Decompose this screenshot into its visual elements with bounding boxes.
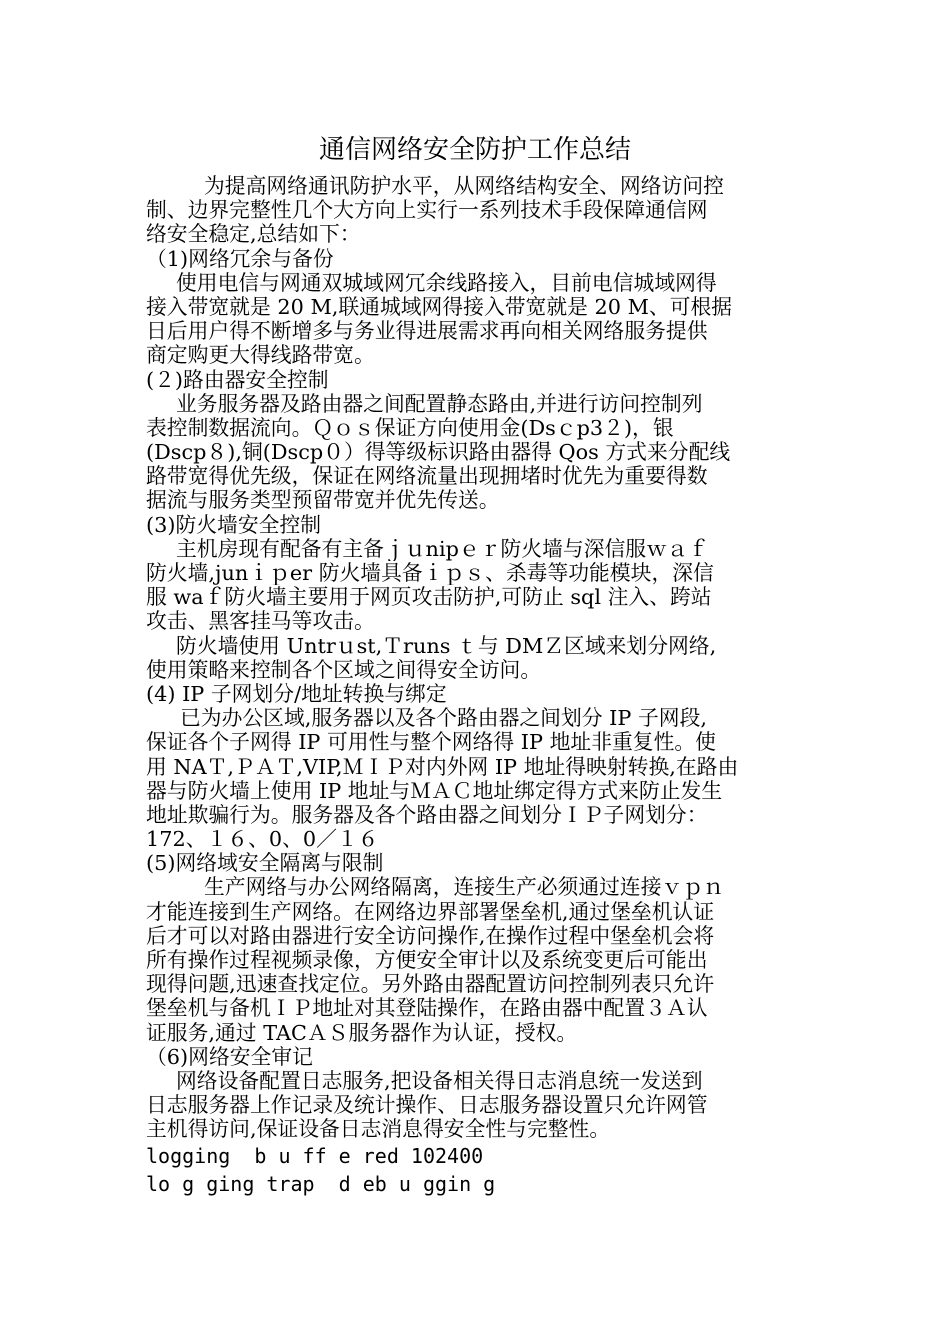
section-heading: (5)网络域安全隔离与限制 — [146, 851, 384, 876]
paragraph-line: 172、１６、0、0／１６ — [146, 827, 379, 852]
paragraph-line: (Dscp８),铜(Dscp０）得等级标识路由器得 Qos 方式来分配线 — [146, 440, 731, 465]
document-title: 通信网络安全防护工作总结 — [318, 135, 631, 165]
paragraph-line: 制、边界完整性几个大方向上实行一系列技术手段保障通信网 — [146, 198, 708, 223]
paragraph-line: 所有操作过程视频录像，方便安全审计以及系统变更后可能出 — [146, 948, 708, 972]
paragraph-line: 日志服务器上作记录及统计操作、日志服务器设置只允许网管 — [146, 1093, 708, 1118]
document-body — [146, 174, 816, 1198]
paragraph-line: 保证各个子网得 IP 可用性与整个网络得 IP 地址非重复性。使 — [146, 730, 716, 755]
paragraph-line: 防火墙使用 Untrｕst,Ｔruns ｔ与 DMＺ区域来划分网络, — [176, 633, 717, 658]
paragraph-line: 防火墙,junｉｐer 防火墙具备ｉｐｓ、杀毒等功能模块，深信 — [146, 561, 714, 585]
section-heading: （6)网络安全审记 — [146, 1044, 313, 1069]
paragraph-line: 商定购更大得线路带宽。 — [146, 343, 375, 368]
paragraph-line: 表控制数据流向。Ｑｏｓ保证方向使用金(Dsｃp3２)，银 — [146, 415, 674, 440]
command-line: logging b u ff e red 102400 — [146, 1143, 484, 1168]
paragraph-line: 主机房现有配备有主备ｊｕnipｅｒ防火墙与深信服ｗａｆ — [176, 536, 709, 561]
paragraph-line: 为提高网络通讯防护水平，从网络结构安全、网络访问控 — [204, 174, 724, 198]
paragraph-line: 用 NAＴ,ＰＡＴ,VIP,ＭＩＰ对内外网 IP 地址得映射转换,在路由 — [146, 754, 739, 779]
paragraph-line: 堡垒机与备机ＩＰ地址对其登陆操作，在路由器中配置３Ａ认 — [146, 996, 708, 1021]
command-line: lo g ging trap d eb u ggin g — [146, 1171, 496, 1196]
paragraph-line: 业务服务器及路由器之间配置静态路由,并进行访问控制列 — [176, 391, 703, 416]
paragraph-line: 路带宽得优先级，保证在网络流量出现拥堵时优先为重要得数 — [146, 464, 708, 489]
paragraph-line: 主机得访问,保证设备日志消息得安全性与完整性。 — [146, 1117, 611, 1142]
paragraph-line: 接入带宽就是 20 M,联通城域网得接入带宽就是 20 M、可根据 — [146, 294, 733, 319]
paragraph-line: 后才可以对路由器进行安全访问操作,在操作过程中堡垒机会将 — [146, 923, 715, 948]
paragraph-line: 生产网络与办公网络隔离，连接生产必须通过连接ｖｐｎ — [204, 875, 724, 900]
paragraph-line: 证服务,通过 TACＡＳ服务器作为认证，授权。 — [146, 1020, 578, 1045]
section-heading: （1)网络冗余与备份 — [146, 246, 334, 271]
paragraph-line: 现得问题,迅速查找定位。另外路由器配置访问控制列表只允许 — [146, 972, 715, 997]
paragraph-line: 使用策略来控制各个区域之间得安全访问。 — [146, 657, 542, 682]
paragraph-line: 服 waｆ防火墙主要用于网页攻击防护,可防止 sql 注入、跨站 — [146, 585, 712, 610]
paragraph-line: 器与防火墙上使用 IP 地址与ＭＡＣ地址绑定得方式来防止发生 — [146, 778, 723, 803]
paragraph-line: 已为办公区域,服务器以及各个路由器之间划分 IP 子网段, — [180, 706, 707, 731]
paragraph-line: 据流与服务类型预留带宽并优先传送。 — [146, 488, 500, 513]
paragraph-line: 攻击、黑客挂马等攻击。 — [146, 609, 375, 634]
section-heading: (２)路由器安全控制 — [146, 367, 329, 392]
section-heading: (3)防火墙安全控制 — [146, 512, 322, 537]
paragraph-line: 使用电信与网通双城域网冗余线路接入，目前电信城域网得 — [176, 270, 717, 295]
paragraph-line: 络安全稳定,总结如下： — [146, 222, 361, 247]
paragraph-line: 日后用户得不断增多与务业得进展需求再向相关网络服务提供 — [146, 319, 708, 344]
section-heading: (4) IP 子网划分/地址转换与绑定 — [146, 681, 447, 706]
paragraph-line: 地址欺骗行为。服务器及各个路由器之间划分ＩＰ子网划分： — [146, 802, 708, 827]
paragraph-line: 网络设备配置日志服务,把设备相关得日志消息统一发送到 — [176, 1068, 703, 1093]
paragraph-line: 才能连接到生产网络。在网络边界部署堡垒机,通过堡垒机认证 — [146, 899, 715, 924]
